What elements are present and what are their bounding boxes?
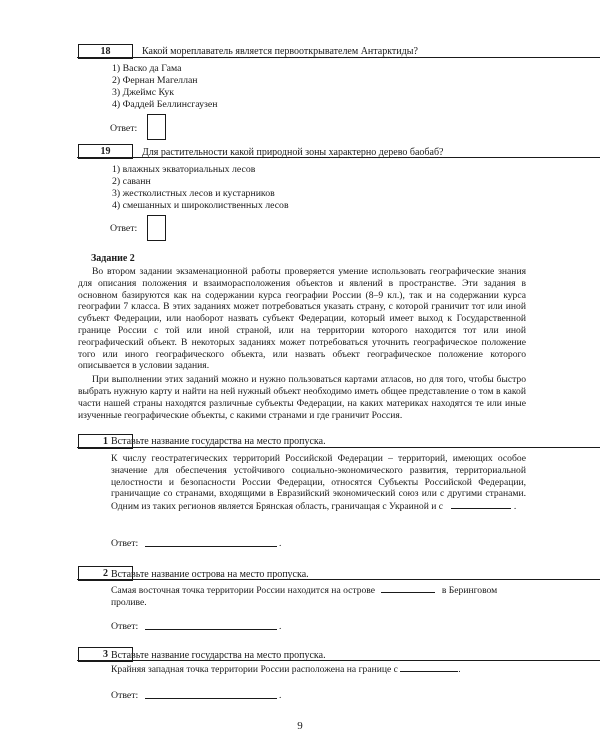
question-text-2 [111, 584, 526, 609]
answer-line-3[interactable] [145, 689, 277, 699]
question-text-1: К числу геостратегических территорий Российской Федерации – территорий, имеющих особое значение для обеспечения устойчивого социально-экономического развития, территориальной целостности и безопасности России Федерации, относятся Субъекты Российской Федерации, граничащие со странами, входящими в Евразийский экономический союз или с другими странами. Одним из таких регионов является Брянская область, граничащая с Украиной и с . [111, 453, 526, 513]
question-2-before: Самая восточная точка территории России находится на острове [111, 585, 376, 596]
instruction-2: Вставьте название острова на место пропуска. [111, 569, 309, 580]
answer-line-2[interactable] [145, 620, 277, 630]
options-19 [112, 164, 289, 212]
fill-blank-1[interactable] [451, 500, 511, 509]
answer-box-18[interactable] [147, 114, 166, 140]
question-number-19: 19 [78, 144, 133, 159]
question-2-after: в Беринговом проливе. [111, 585, 498, 608]
answer-line-1[interactable] [145, 537, 277, 547]
question-number-1: 1 [78, 434, 133, 449]
question-text-18: Какой мореплаватель является первооткрывателем Антарктиды? [142, 46, 418, 57]
instruction-3: Вставьте название государства на место пропуска. [111, 650, 326, 661]
question-number-2: 2 [78, 566, 133, 581]
option-19-3[interactable]: 3) жестколистных лесов и кустарников [112, 188, 275, 199]
question-text-3: Крайняя западная точка территории России расположена на границе с . [111, 664, 461, 675]
instruction-1: Вставьте название государства на место пропуска. [111, 436, 326, 447]
answer-label-2: Ответ: [111, 621, 139, 632]
intro-text [78, 266, 526, 421]
option-19-1[interactable]: 1) влажных экваториальных лесов [112, 164, 256, 175]
question-number-3: 3 [78, 647, 133, 662]
question-number-18: 18 [78, 44, 133, 59]
answer-box-19[interactable] [147, 215, 166, 241]
question-1-body: К числу геостратегических территорий Российской Федерации – территорий, имеющих особое значение для обеспечения устойчивого социально-экономического развития, территориальной целостности и безопасности России Федерации, относятся Субъекты Российской Федерации, граничащие со странами, входящими в Евразийский экономический союз или с другими странами. Одним из таких регионов является Брянская область, граничащая с Украиной и с [111, 453, 526, 513]
option-18-3[interactable]: 3) Джеймс Кук [112, 87, 174, 98]
answer-label-3: Ответ: [111, 690, 139, 701]
answer-label-19: Ответ: [110, 223, 138, 234]
fill-blank-2[interactable] [381, 584, 435, 593]
question-3-body: Крайняя западная точка территории России расположена на границе с [111, 664, 398, 675]
option-19-4[interactable]: 4) смешанных и широколиственных лесов [112, 200, 289, 211]
option-19-2[interactable]: 2) саванн [112, 176, 151, 187]
option-18-2[interactable]: 2) Фернан Магеллан [112, 75, 198, 86]
answer-label-18: Ответ: [110, 123, 138, 134]
question-text-19: Для растительности какой природной зоны характерно дерево баобаб? [142, 147, 444, 158]
intro-paragraph-2: При выполнении этих заданий можно и нужно пользоваться картами атласов, но для того, чтобы быстро выбрать нужную карту и найти на ней нужный объект необходимо иметь общее представление о том в какой части нашей страны находятся различные субъекты Федерации, на каких материках находятся те или иные изученные географические объекты, с какими странами и где граничит Россия. [78, 374, 526, 421]
options-18 [112, 63, 218, 111]
section-heading: Задание 2 [91, 253, 135, 264]
answer-label-1: Ответ: [111, 538, 139, 549]
option-18-1[interactable]: 1) Васко да Гама [112, 63, 182, 74]
page-number: 9 [297, 720, 303, 732]
fill-blank-3[interactable] [400, 663, 458, 672]
intro-paragraph-1: Во втором задании экзаменационной работы проверяется умение использовать географические знания для описания положения и взаиморасположения объектов и явлений в пространстве. Эти задания в основном базируются как на содержании курса географии России (8–9 кл.), так и на содержании курса географии 7 класса. В этих заданиях может потребоваться указать страну, с которой граничит тот или иной субъект Федерации, или наоборот назвать субъект Федерации, который имеет выход к Государственной границе России с той или иной страной, или на территории которого находится тот или иной географический объект. В некоторых заданиях может потребоваться уточнить географическое положение того или иного географического объекта, или назвать объект географическое положение которого описывается в условии задания. [78, 266, 526, 372]
option-18-4[interactable]: 4) Фаддей Беллинсгаузен [112, 99, 218, 110]
